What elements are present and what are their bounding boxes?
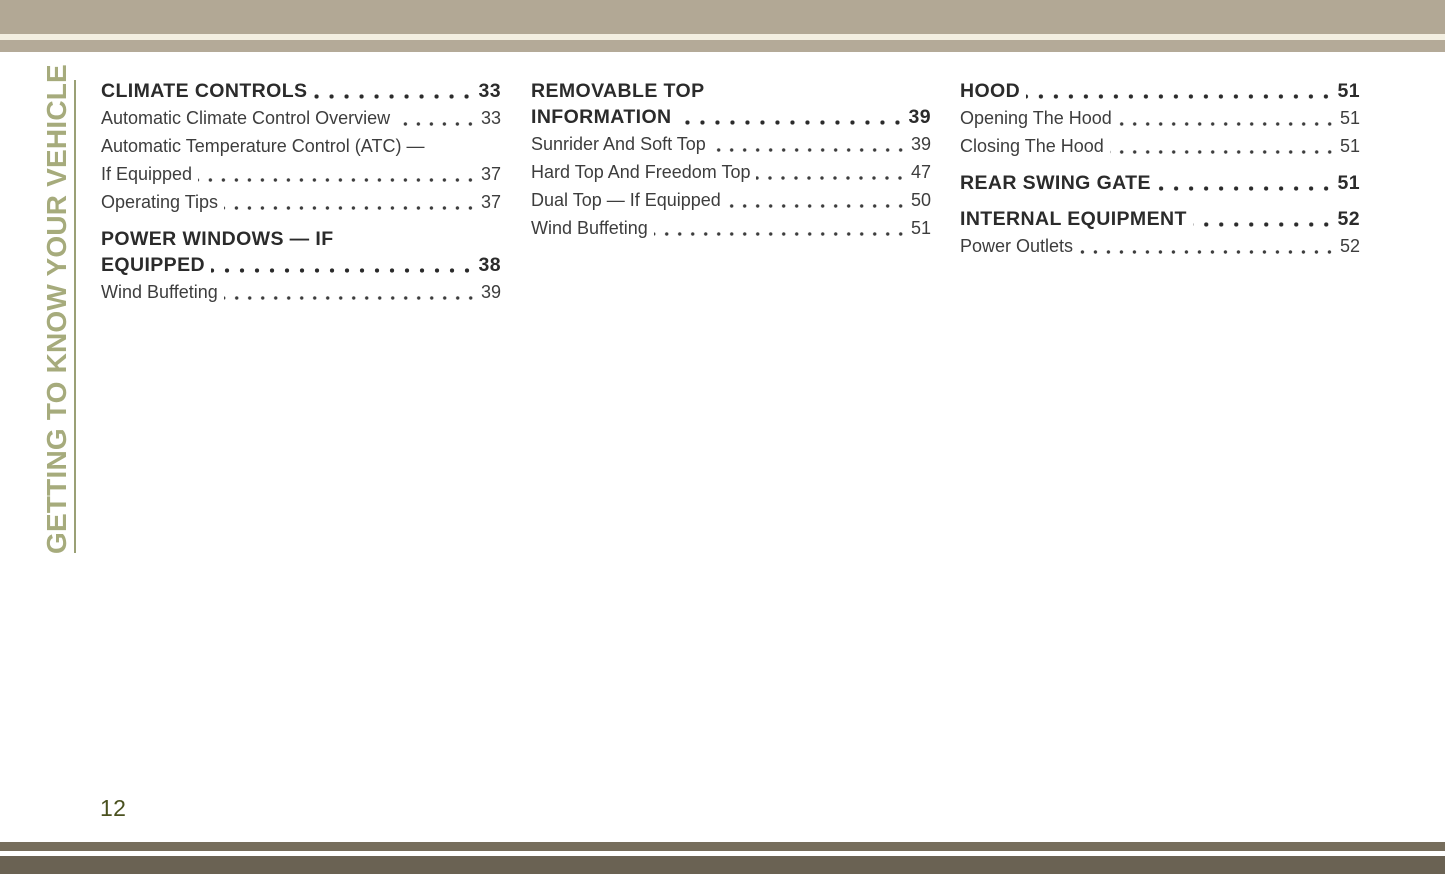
toc-heading bbox=[101, 78, 501, 104]
toc-entry bbox=[960, 104, 1360, 132]
dot-leader bbox=[1110, 150, 1336, 154]
toc-page-ref: 39 bbox=[480, 282, 501, 302]
dot-leader bbox=[727, 204, 907, 208]
toc-heading-text: CLIMATE CONTROLS bbox=[101, 80, 308, 102]
dot-leader bbox=[678, 120, 905, 125]
toc-page-ref: 51 bbox=[1337, 172, 1360, 194]
toc-entry-text: Opening The Hood bbox=[960, 108, 1112, 128]
toc-entry-text: Wind Buffeting bbox=[101, 282, 218, 302]
toc-entry-text: Hard Top And Freedom Top bbox=[531, 162, 751, 182]
dot-leader bbox=[1079, 250, 1336, 254]
dot-leader bbox=[712, 148, 907, 152]
dot-leader bbox=[211, 268, 475, 273]
dot-leader bbox=[1026, 94, 1333, 99]
toc-heading bbox=[531, 78, 931, 104]
toc-heading-text: INFORMATION bbox=[531, 106, 672, 128]
toc-entry-text: Operating Tips bbox=[101, 192, 219, 212]
toc-column-1 bbox=[101, 78, 501, 306]
dot-leader bbox=[1118, 122, 1336, 126]
dot-leader bbox=[1193, 222, 1334, 227]
toc-heading-text: HOOD bbox=[960, 80, 1021, 102]
toc-heading bbox=[960, 206, 1360, 232]
toc-entry-text: Automatic Temperature Control (ATC) — bbox=[101, 136, 425, 156]
top-band-main bbox=[0, 0, 1445, 34]
toc-entry-text: Closing The Hood bbox=[960, 136, 1104, 156]
toc-entry bbox=[101, 160, 501, 188]
toc-entry-text: Sunrider And Soft Top bbox=[531, 134, 706, 154]
toc-page-ref: 33 bbox=[478, 80, 501, 102]
dot-leader bbox=[1157, 186, 1334, 191]
toc-entry bbox=[101, 104, 501, 132]
toc-entry bbox=[531, 214, 931, 242]
dot-leader bbox=[396, 122, 477, 126]
chapter-sidebar-label: GETTING TO KNOW YOUR VEHICLE bbox=[41, 64, 72, 554]
toc-heading-text: POWER WINDOWS — IF bbox=[101, 228, 334, 250]
toc-page-ref: 51 bbox=[1337, 80, 1360, 102]
toc-column-2 bbox=[531, 78, 931, 242]
toc-page-ref: 33 bbox=[480, 108, 501, 128]
top-band-thin bbox=[0, 40, 1445, 52]
dot-leader bbox=[198, 178, 477, 182]
toc-heading-text: REMOVABLE TOP bbox=[531, 80, 705, 102]
toc-page-ref: 37 bbox=[480, 164, 501, 184]
dot-leader bbox=[654, 232, 907, 236]
dot-leader bbox=[224, 206, 477, 210]
toc-page-ref: 51 bbox=[1339, 136, 1360, 156]
toc-heading bbox=[101, 226, 501, 252]
page-number: 12 bbox=[100, 795, 127, 821]
toc-entry bbox=[960, 232, 1360, 260]
toc-entry bbox=[960, 132, 1360, 160]
toc-page-ref: 47 bbox=[910, 162, 931, 182]
toc-heading bbox=[960, 78, 1360, 104]
toc-entry bbox=[531, 130, 931, 158]
toc-heading-text: INTERNAL EQUIPMENT bbox=[960, 208, 1187, 230]
toc-heading bbox=[101, 252, 501, 278]
toc-entry bbox=[101, 278, 501, 306]
toc-page-ref: 38 bbox=[478, 254, 501, 276]
toc-entry bbox=[101, 132, 501, 160]
toc-entry-text: If Equipped bbox=[101, 164, 193, 184]
chapter-sidebar-rule bbox=[74, 80, 76, 553]
toc-page-ref: 39 bbox=[910, 134, 931, 154]
toc-page-ref: 51 bbox=[910, 218, 931, 238]
dot-leader bbox=[313, 94, 474, 99]
toc-page-ref: 37 bbox=[480, 192, 501, 212]
bottom-band-main bbox=[0, 856, 1445, 874]
toc-entry-text: Automatic Climate Control Overview bbox=[101, 108, 391, 128]
toc-heading bbox=[531, 104, 931, 130]
toc-page-ref: 52 bbox=[1339, 236, 1360, 256]
toc-page-ref: 39 bbox=[908, 106, 931, 128]
toc-heading-text: EQUIPPED bbox=[101, 254, 205, 276]
toc-page-ref: 52 bbox=[1337, 208, 1360, 230]
toc-entry-text: Power Outlets bbox=[960, 236, 1074, 256]
dot-leader bbox=[224, 296, 477, 300]
toc-column-3 bbox=[960, 78, 1360, 260]
toc-entry bbox=[101, 188, 501, 216]
toc-entry bbox=[531, 158, 931, 186]
toc-entry bbox=[531, 186, 931, 214]
dot-leader bbox=[756, 176, 906, 180]
toc-page-ref: 51 bbox=[1339, 108, 1360, 128]
toc-heading bbox=[960, 170, 1360, 196]
bottom-band-thin bbox=[0, 842, 1445, 851]
toc-page-ref: 50 bbox=[910, 190, 931, 210]
toc-entry-text: Wind Buffeting bbox=[531, 218, 648, 238]
toc-heading-text: REAR SWING GATE bbox=[960, 172, 1151, 194]
toc-entry-text: Dual Top — If Equipped bbox=[531, 190, 721, 210]
